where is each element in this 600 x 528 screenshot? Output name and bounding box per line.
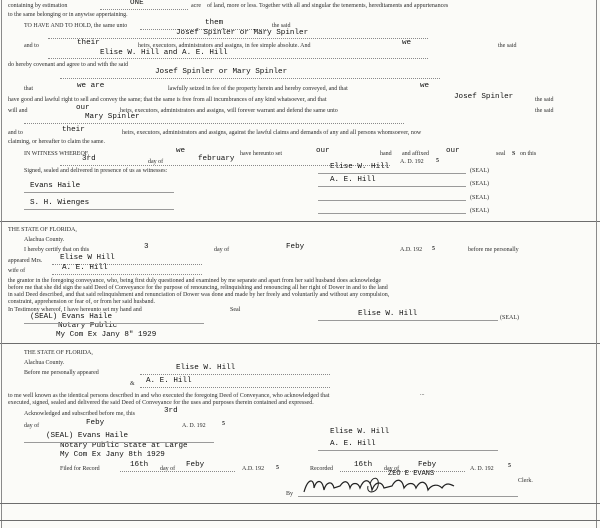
ack1-line-4: the grantor in the foregoing conveyance, who, being first duly questioned and examined by me separate and apart from her said husband does acknowledge bbox=[8, 278, 382, 284]
we-value-3: we bbox=[176, 147, 186, 155]
our-value-3: our bbox=[446, 147, 460, 155]
signer1-sig: Elise W. Hill bbox=[330, 163, 390, 171]
seal-label: seal bbox=[496, 151, 506, 157]
ack1-county: Alachua County. bbox=[24, 237, 65, 243]
and-label: & bbox=[130, 381, 135, 387]
ack1-line-6: in said Deed described, and that said relinquishment and renunciation of Dower was done and made by her freely and voluntarily and without any compulsion, bbox=[8, 292, 390, 298]
deed-line-8: lawfully seized in fee of the property herein and hereby conveyed, and that bbox=[168, 86, 348, 92]
ack1-year-value: 5 bbox=[432, 246, 435, 252]
section-divider bbox=[0, 221, 600, 222]
fill-line bbox=[48, 58, 428, 59]
ack2-day-value: 3rd bbox=[164, 407, 178, 415]
filed-month-value: Feby bbox=[186, 461, 205, 469]
ack2-notary-sig: (SEAL) Evans Haile bbox=[46, 432, 129, 440]
rec-month-value: Feby bbox=[418, 461, 437, 469]
witness-intro: Signed, sealed and delivered in presence of us as witnesses: bbox=[24, 168, 168, 174]
the-said-label: the said bbox=[272, 23, 291, 29]
day-of-label: day of bbox=[24, 423, 40, 429]
ad-label: A.D. 192 bbox=[242, 466, 265, 472]
rec-year-value: 5 bbox=[508, 463, 511, 469]
ack1-wife-sig: Elise W. Hill bbox=[358, 310, 418, 318]
and-to-label: and to bbox=[24, 43, 39, 49]
ad-label: A. D. 192 bbox=[182, 423, 206, 429]
ack1-state: THE STATE OF FLORIDA, bbox=[8, 227, 77, 233]
testimony-label: In Testimony whereof, I have hereunto set my hand and bbox=[8, 307, 142, 313]
signature-line bbox=[318, 320, 498, 321]
rec-ad-label: A. D. 192 bbox=[470, 466, 494, 472]
the-said-label: the said bbox=[535, 108, 554, 114]
seal-mark: (SEAL) bbox=[470, 195, 489, 201]
our-value: our bbox=[76, 104, 90, 112]
deed-line-1: containing by estimation bbox=[8, 3, 68, 9]
witness1-sig: Evans Haile bbox=[30, 182, 81, 190]
ack2-sig1: Elise W. Hill bbox=[330, 428, 390, 436]
grantee-mary-value: Mary Spinler bbox=[85, 113, 140, 121]
ack2-name1-value: Elise W. Hill bbox=[176, 364, 236, 372]
deed-line-13: claiming, or hereafter to claim the same. bbox=[8, 139, 105, 145]
ack2-they-value: ... bbox=[420, 391, 425, 397]
seal-s-value: S bbox=[512, 151, 516, 157]
that-label: that bbox=[24, 86, 33, 92]
ack1-line-5: before me that she did sign the said Deed of Conveyance for the purpose of renouncing, relinquishing and renouncing all her right of Dower in and to the land bbox=[8, 285, 388, 291]
deed-line-3: TO HAVE AND TO HOLD, the same unto bbox=[24, 23, 128, 29]
in-witness-label: IN WITNESS WHEREOF, bbox=[24, 151, 90, 157]
deed-line-2: to the same belonging or in anywise appertaining. bbox=[8, 12, 128, 18]
grantors-value: Elise W. Hill and A. E. Hill bbox=[100, 49, 228, 57]
clerk-label: Clerk. bbox=[518, 478, 533, 484]
signature-line bbox=[318, 173, 466, 174]
ad-label: A. D. 192 bbox=[400, 159, 424, 165]
witness2-sig: S. H. Wienges bbox=[30, 199, 90, 207]
the-said-label: the said bbox=[498, 43, 517, 49]
their-value: their bbox=[77, 39, 100, 47]
margin-rule bbox=[1, 0, 2, 528]
and-to-label-2: and to bbox=[8, 130, 23, 136]
deed-line-7: do hereby covenant and agree to and with the said bbox=[8, 62, 129, 68]
ack2-month-value: Feby bbox=[86, 419, 105, 427]
husband-name-value: A. E. Hill bbox=[62, 264, 108, 272]
before-me-appeared: Before me personally appeared bbox=[24, 370, 99, 376]
ack1-line-7: constraint, apprehension or fear of, or from her said husband. bbox=[8, 299, 155, 305]
fill-line bbox=[140, 387, 330, 388]
ack2-state: THE STATE OF FLORIDA, bbox=[24, 350, 93, 356]
the-said-label: the said bbox=[535, 97, 554, 103]
year-value: 5 bbox=[436, 158, 439, 164]
wife-name-value: Elise W Hill bbox=[60, 254, 115, 262]
acres-value: ONE bbox=[130, 0, 144, 7]
margin-rule bbox=[596, 0, 597, 528]
them-value: them bbox=[205, 19, 224, 27]
our-value-2: our bbox=[316, 147, 330, 155]
acre-label: acre bbox=[191, 3, 201, 9]
date-day-value: 3rd bbox=[82, 155, 96, 163]
day-of-label: day of bbox=[214, 247, 230, 253]
signer2-sig: A. E. Hill bbox=[330, 176, 376, 184]
signature-line bbox=[318, 200, 466, 201]
recorded-label: Recorded bbox=[310, 466, 333, 472]
day-of-label: day of bbox=[148, 159, 164, 165]
deed-line-9: have good and lawful right to sell and convey the same; that the same is free from all incumbrances of any kind whatsoever, and that bbox=[8, 97, 327, 103]
we-value-2: we bbox=[420, 82, 430, 90]
signature-line bbox=[318, 186, 466, 187]
ack2-notary-title: Notary Public State at Large bbox=[60, 442, 188, 450]
signature-line bbox=[24, 442, 214, 443]
ack2-commission: My Com Ex Jany 8th 1929 bbox=[60, 451, 165, 459]
rec-day-of-label: day of bbox=[384, 466, 400, 472]
grantees-value: Josef Spinler or Mary Spinler bbox=[176, 29, 309, 37]
hereunto-label: have hereunto set bbox=[240, 151, 282, 157]
date-month-value: february bbox=[198, 155, 235, 163]
fill-line bbox=[100, 9, 188, 10]
deed-line-10: heirs, executors, administrators and assigns, will forever warrant and defend the same unto bbox=[120, 108, 338, 114]
ack2-sig2: A. E. Hill bbox=[330, 440, 376, 448]
ack1-notary-sig: (SEAL) Evans Haile bbox=[30, 313, 113, 321]
wife-of-label: wife of bbox=[8, 268, 26, 274]
section-divider bbox=[0, 343, 600, 344]
fill-line bbox=[120, 471, 235, 472]
clerk-name-value: ZEO E EVANS bbox=[388, 470, 435, 478]
signature-line bbox=[24, 209, 174, 210]
grantees-value-2: Josef Spinler or Mary Spinler bbox=[155, 68, 288, 76]
ack2-line-3: executed, signed, sealed and delivered the said Deed of Conveyance for the uses and purposes therein contained and expressed. bbox=[8, 400, 314, 406]
signature-line bbox=[318, 450, 498, 451]
seal-mark: (SEAL) bbox=[470, 181, 489, 187]
seal-word: Seal bbox=[230, 307, 241, 313]
their-value-2: their bbox=[62, 126, 85, 134]
signature-line bbox=[318, 213, 466, 214]
deed-line-1-rest: of land, more or less. Together with all and singular the tenements, hereditaments and appurtenances bbox=[207, 3, 449, 9]
ack1-month-value: Feby bbox=[286, 243, 305, 251]
ad-label: A.D. 192 bbox=[400, 247, 423, 253]
signature-line bbox=[24, 192, 174, 193]
ack1-notary-title: Notary Public bbox=[58, 322, 118, 330]
ack1-commission: My Com Ex Jany 8" 1929 bbox=[56, 331, 157, 339]
we-value: we bbox=[402, 39, 412, 47]
ack2-year-value: 5 bbox=[222, 421, 225, 427]
deputy-clerk-signature bbox=[300, 474, 460, 500]
ack2-line-2: to me well known as the identical persons described in and who executed the foregoing Deed of Conveyance, who acknowledged that bbox=[8, 393, 330, 399]
filed-label: Filed for Record bbox=[60, 466, 100, 472]
filed-day-value: 16th bbox=[130, 461, 149, 469]
filed-year-value: 5 bbox=[276, 465, 279, 471]
seal-mark: (SEAL) bbox=[470, 168, 489, 174]
fill-line bbox=[48, 38, 428, 39]
fill-line bbox=[24, 123, 404, 124]
ack1-line-1: I hereby certify that on this bbox=[24, 247, 90, 253]
day-of-label: day of bbox=[160, 466, 176, 472]
appeared-label: appeared Mrs. bbox=[8, 258, 43, 264]
fill-line bbox=[52, 274, 202, 275]
ack2-county: Alachua County. bbox=[24, 360, 65, 366]
bottom-divider bbox=[0, 503, 600, 504]
affixed-label: and affixed bbox=[402, 151, 430, 157]
fill-line bbox=[60, 78, 440, 79]
deed-line-5: heirs, executors, administrators and assigns, in fee simple absolute. And bbox=[138, 43, 311, 49]
hand-label: hand bbox=[380, 151, 392, 157]
on-this-label: on this bbox=[520, 151, 537, 157]
ack2-name2-value: A. E. Hill bbox=[146, 377, 192, 385]
grantee-josef-value: Josef Spinler bbox=[454, 93, 514, 101]
bottom-divider bbox=[0, 520, 600, 521]
before-me-label: before me personally bbox=[468, 247, 519, 253]
deed-line-12: heirs, executors, administrators and assigns, against the lawful claims and demands of any and all persons whomsoever, now bbox=[122, 130, 422, 136]
by-label: By bbox=[286, 491, 294, 497]
seal-mark: (SEAL) bbox=[500, 315, 519, 321]
fill-line bbox=[140, 374, 330, 375]
ack1-day-value: 3 bbox=[144, 243, 149, 251]
signature-line bbox=[24, 323, 204, 324]
will-and-label: will and bbox=[8, 108, 28, 114]
we-are-value: we are bbox=[77, 82, 105, 90]
rec-day-value: 16th bbox=[354, 461, 373, 469]
seal-mark: (SEAL) bbox=[470, 208, 489, 214]
ack2-line-4: Acknowledged and subscribed before me, this bbox=[24, 411, 135, 417]
